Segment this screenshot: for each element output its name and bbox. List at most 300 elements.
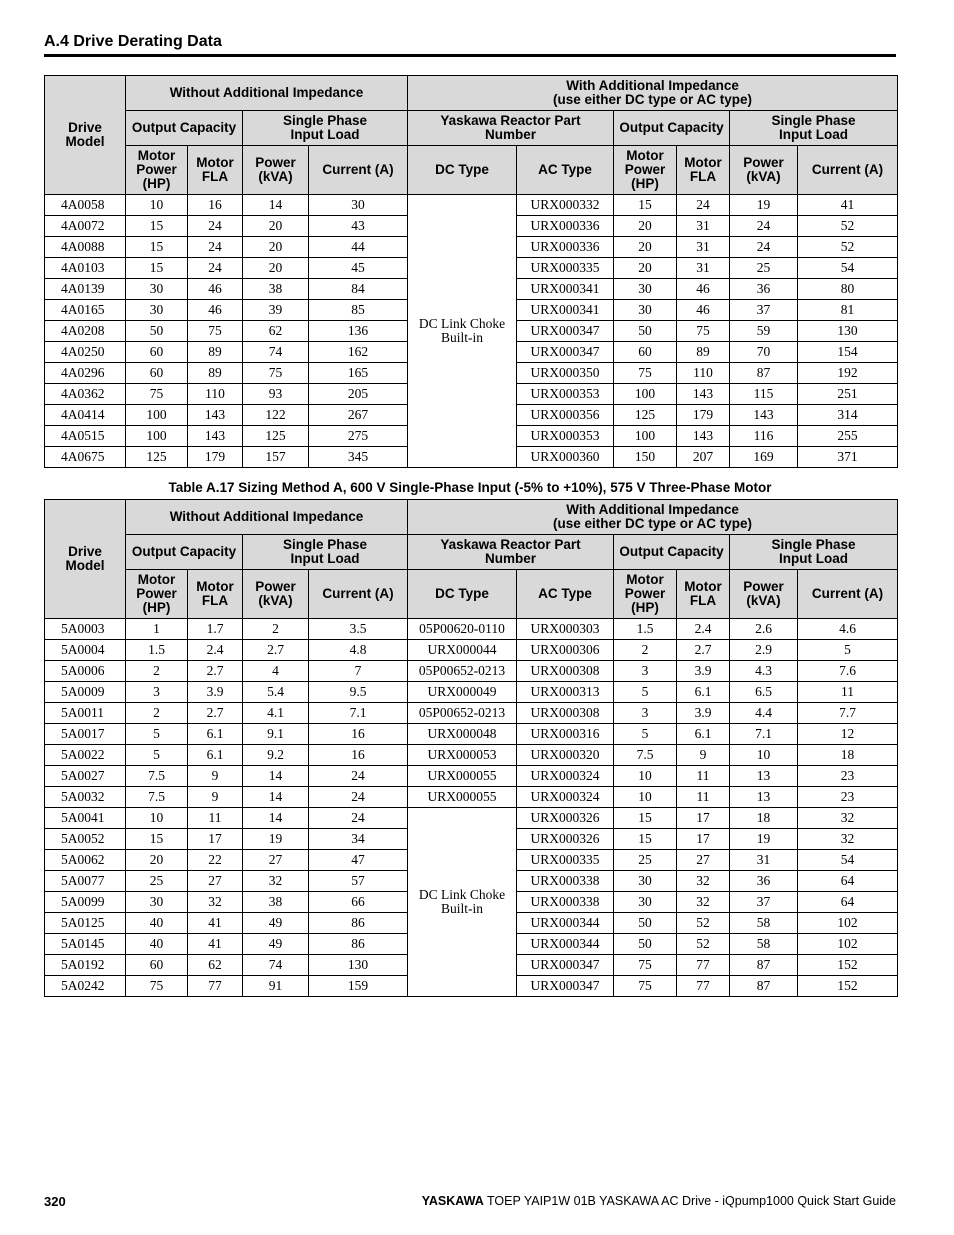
cell-ac-type: URX000341	[517, 279, 614, 300]
cell-power-kva-with: 37	[730, 892, 798, 913]
header-motor-fla: Motor FLA	[188, 570, 243, 619]
cell-drive-model: 4A0250	[45, 342, 126, 363]
dc-link-choke-cell: DC Link Choke Built-in	[408, 808, 517, 997]
cell-power-kva: 38	[243, 892, 309, 913]
header-ac-type: AC Type	[517, 570, 614, 619]
cell-drive-model: 4A0208	[45, 321, 126, 342]
cell-current-with: 371	[798, 447, 898, 468]
cell-current-with: 152	[798, 976, 898, 997]
cell-current: 130	[309, 955, 408, 976]
cell-motor-power: 15	[126, 216, 188, 237]
cell-motor-fla-with: 17	[677, 829, 730, 850]
cell-power-kva: 75	[243, 363, 309, 384]
cell-motor-fla: 46	[188, 300, 243, 321]
cell-motor-power-with: 20	[614, 237, 677, 258]
cell-power-kva: 20	[243, 258, 309, 279]
cell-power-kva: 32	[243, 871, 309, 892]
cell-motor-power-with: 30	[614, 279, 677, 300]
cell-current: 136	[309, 321, 408, 342]
cell-motor-power-with: 125	[614, 405, 677, 426]
cell-drive-model: 5A0022	[45, 745, 126, 766]
header-motor-power: Motor Power (HP)	[614, 146, 677, 195]
cell-current: 24	[309, 787, 408, 808]
cell-motor-fla: 179	[188, 447, 243, 468]
table-row	[45, 745, 898, 766]
header-single-phase: Single Phase Input Load	[243, 535, 408, 570]
cell-power-kva: 62	[243, 321, 309, 342]
cell-ac-type: URX000341	[517, 300, 614, 321]
cell-ac-type: URX000326	[517, 829, 614, 850]
cell-current-with: 41	[798, 195, 898, 216]
cell-motor-power: 30	[126, 279, 188, 300]
cell-power-kva-with: 19	[730, 829, 798, 850]
cell-motor-power: 10	[126, 808, 188, 829]
cell-power-kva: 125	[243, 426, 309, 447]
cell-dc-type: URX000049	[408, 682, 517, 703]
cell-current: 66	[309, 892, 408, 913]
header-power-kva: Power (kVA)	[730, 570, 798, 619]
header-with-impedance: With Additional Impedance (use either DC type or AC type)	[408, 76, 898, 111]
cell-motor-fla: 32	[188, 892, 243, 913]
cell-drive-model: 5A0242	[45, 976, 126, 997]
cell-power-kva-with: 36	[730, 279, 798, 300]
cell-ac-type: URX000344	[517, 934, 614, 955]
cell-current-with: 255	[798, 426, 898, 447]
cell-motor-power: 60	[126, 955, 188, 976]
cell-current-with: 52	[798, 237, 898, 258]
cell-motor-power-with: 100	[614, 384, 677, 405]
cell-ac-type: URX000316	[517, 724, 614, 745]
cell-current: 24	[309, 808, 408, 829]
cell-current: 45	[309, 258, 408, 279]
cell-current: 9.5	[309, 682, 408, 703]
cell-power-kva-with: 116	[730, 426, 798, 447]
cell-drive-model: 5A0062	[45, 850, 126, 871]
cell-power-kva-with: 13	[730, 787, 798, 808]
table-caption: Table A.17 Sizing Method A, 600 V Single-Phase Input (-5% to +10%), 575 V Three-Phase Motor	[168, 480, 772, 495]
cell-motor-fla-with: 52	[677, 913, 730, 934]
cell-motor-fla: 27	[188, 871, 243, 892]
cell-current: 4.8	[309, 640, 408, 661]
cell-power-kva-with: 169	[730, 447, 798, 468]
cell-motor-fla-with: 27	[677, 850, 730, 871]
cell-ac-type: URX000332	[517, 195, 614, 216]
cell-drive-model: 5A0041	[45, 808, 126, 829]
cell-motor-power-with: 15	[614, 808, 677, 829]
cell-current: 16	[309, 724, 408, 745]
cell-power-kva-with: 87	[730, 363, 798, 384]
cell-current-with: 18	[798, 745, 898, 766]
table-row	[45, 724, 898, 745]
header-current: Current (A)	[798, 570, 898, 619]
cell-power-kva: 14	[243, 195, 309, 216]
cell-current-with: 11	[798, 682, 898, 703]
cell-motor-power-with: 75	[614, 976, 677, 997]
cell-ac-type: URX000308	[517, 661, 614, 682]
table-row	[45, 703, 898, 724]
cell-current-with: 64	[798, 892, 898, 913]
cell-motor-power-with: 75	[614, 955, 677, 976]
cell-motor-fla-with: 24	[677, 195, 730, 216]
cell-current-with: 314	[798, 405, 898, 426]
cell-motor-fla-with: 179	[677, 405, 730, 426]
cell-motor-fla: 24	[188, 237, 243, 258]
cell-power-kva-with: 58	[730, 913, 798, 934]
cell-current-with: 7.6	[798, 661, 898, 682]
cell-motor-power: 7.5	[126, 766, 188, 787]
cell-motor-fla-with: 143	[677, 384, 730, 405]
cell-current-with: 32	[798, 829, 898, 850]
cell-motor-power: 75	[126, 976, 188, 997]
cell-drive-model: 5A0099	[45, 892, 126, 913]
cell-motor-fla: 2.4	[188, 640, 243, 661]
cell-drive-model: 5A0027	[45, 766, 126, 787]
table-row	[45, 766, 898, 787]
cell-ac-type: URX000347	[517, 955, 614, 976]
cell-drive-model: 5A0192	[45, 955, 126, 976]
cell-power-kva: 49	[243, 934, 309, 955]
table-row	[45, 787, 898, 808]
cell-current: 7.1	[309, 703, 408, 724]
cell-power-kva: 19	[243, 829, 309, 850]
header-output-capacity: Output Capacity	[614, 535, 730, 570]
cell-drive-model: 4A0414	[45, 405, 126, 426]
cell-current: 16	[309, 745, 408, 766]
cell-motor-fla-with: 89	[677, 342, 730, 363]
cell-motor-fla-with: 46	[677, 300, 730, 321]
cell-motor-fla: 143	[188, 426, 243, 447]
cell-power-kva: 122	[243, 405, 309, 426]
header-without-impedance: Without Additional Impedance	[126, 500, 408, 535]
cell-motor-power-with: 3	[614, 661, 677, 682]
cell-motor-power: 10	[126, 195, 188, 216]
table-row	[45, 619, 898, 640]
cell-motor-fla: 89	[188, 342, 243, 363]
cell-motor-power: 60	[126, 363, 188, 384]
cell-motor-fla: 77	[188, 976, 243, 997]
table-row	[45, 195, 898, 216]
cell-power-kva-with: 115	[730, 384, 798, 405]
cell-power-kva-with: 24	[730, 216, 798, 237]
header-motor-fla: Motor FLA	[677, 146, 730, 195]
cell-current: 275	[309, 426, 408, 447]
cell-power-kva-with: 59	[730, 321, 798, 342]
cell-motor-fla: 22	[188, 850, 243, 871]
cell-current-with: 4.6	[798, 619, 898, 640]
cell-power-kva: 91	[243, 976, 309, 997]
cell-motor-power: 75	[126, 384, 188, 405]
cell-motor-fla: 110	[188, 384, 243, 405]
cell-current-with: 64	[798, 871, 898, 892]
header-current: Current (A)	[309, 146, 408, 195]
cell-motor-power-with: 15	[614, 829, 677, 850]
cell-power-kva: 38	[243, 279, 309, 300]
cell-current-with: 152	[798, 955, 898, 976]
cell-motor-power: 25	[126, 871, 188, 892]
cell-drive-model: 4A0296	[45, 363, 126, 384]
cell-power-kva-with: 10	[730, 745, 798, 766]
cell-motor-fla: 41	[188, 934, 243, 955]
cell-power-kva: 157	[243, 447, 309, 468]
cell-current-with: 130	[798, 321, 898, 342]
header-drive-model: Drive Model	[45, 500, 126, 619]
header-reactor-part: Yaskawa Reactor Part Number	[408, 535, 614, 570]
cell-motor-power-with: 20	[614, 216, 677, 237]
header-power-kva: Power (kVA)	[243, 570, 309, 619]
cell-power-kva-with: 18	[730, 808, 798, 829]
cell-dc-type: URX000044	[408, 640, 517, 661]
cell-motor-fla: 9	[188, 766, 243, 787]
cell-motor-power: 30	[126, 892, 188, 913]
header-power-kva: Power (kVA)	[730, 146, 798, 195]
cell-current: 85	[309, 300, 408, 321]
cell-motor-fla-with: 52	[677, 934, 730, 955]
cell-current-with: 102	[798, 913, 898, 934]
cell-motor-fla: 75	[188, 321, 243, 342]
cell-ac-type: URX000338	[517, 871, 614, 892]
cell-motor-fla: 46	[188, 279, 243, 300]
cell-drive-model: 5A0145	[45, 934, 126, 955]
cell-motor-power: 3	[126, 682, 188, 703]
cell-ac-type: URX000336	[517, 237, 614, 258]
cell-current: 47	[309, 850, 408, 871]
cell-motor-fla-with: 143	[677, 426, 730, 447]
cell-motor-power-with: 1.5	[614, 619, 677, 640]
cell-motor-power: 15	[126, 258, 188, 279]
cell-current: 57	[309, 871, 408, 892]
footer-document-title	[422, 1194, 896, 1208]
cell-ac-type: URX000335	[517, 258, 614, 279]
cell-motor-power-with: 30	[614, 892, 677, 913]
cell-current-with: 192	[798, 363, 898, 384]
cell-current-with: 54	[798, 258, 898, 279]
cell-dc-type: URX000055	[408, 766, 517, 787]
cell-power-kva: 5.4	[243, 682, 309, 703]
cell-power-kva-with: 6.5	[730, 682, 798, 703]
header-motor-power: Motor Power (HP)	[126, 570, 188, 619]
table-row	[45, 640, 898, 661]
cell-drive-model: 4A0058	[45, 195, 126, 216]
cell-motor-power-with: 100	[614, 426, 677, 447]
cell-ac-type: URX000320	[517, 745, 614, 766]
cell-power-kva: 49	[243, 913, 309, 934]
cell-motor-fla-with: 6.1	[677, 724, 730, 745]
cell-drive-model: 4A0362	[45, 384, 126, 405]
cell-motor-power-with: 15	[614, 195, 677, 216]
cell-current: 86	[309, 913, 408, 934]
cell-current: 267	[309, 405, 408, 426]
footer-brand: YASKAWA	[421, 1194, 484, 1208]
table-row	[45, 808, 898, 829]
cell-motor-fla-with: 31	[677, 216, 730, 237]
cell-motor-power: 2	[126, 661, 188, 682]
table-row	[45, 682, 898, 703]
cell-current-with: 102	[798, 934, 898, 955]
cell-motor-fla-with: 2.4	[677, 619, 730, 640]
cell-ac-type: URX000347	[517, 321, 614, 342]
cell-ac-type: URX000306	[517, 640, 614, 661]
cell-power-kva: 93	[243, 384, 309, 405]
cell-motor-power: 15	[126, 237, 188, 258]
cell-power-kva-with: 58	[730, 934, 798, 955]
header-dc-type: DC Type	[408, 146, 517, 195]
header-single-phase: Single Phase Input Load	[730, 535, 898, 570]
cell-motor-power: 40	[126, 913, 188, 934]
cell-motor-power-with: 10	[614, 766, 677, 787]
cell-dc-type: 05P00652-0213	[408, 703, 517, 724]
cell-motor-fla-with: 31	[677, 237, 730, 258]
cell-motor-power: 100	[126, 405, 188, 426]
cell-motor-fla-with: 6.1	[677, 682, 730, 703]
cell-drive-model: 4A0515	[45, 426, 126, 447]
cell-power-kva: 20	[243, 237, 309, 258]
cell-motor-power: 5	[126, 724, 188, 745]
cell-current: 34	[309, 829, 408, 850]
cell-motor-fla-with: 31	[677, 258, 730, 279]
cell-motor-fla-with: 32	[677, 892, 730, 913]
cell-current: 24	[309, 766, 408, 787]
cell-drive-model: 4A0072	[45, 216, 126, 237]
cell-motor-power-with: 30	[614, 300, 677, 321]
cell-ac-type: URX000324	[517, 787, 614, 808]
header-motor-power: Motor Power (HP)	[126, 146, 188, 195]
cell-current-with: 251	[798, 384, 898, 405]
cell-current-with: 81	[798, 300, 898, 321]
cell-motor-fla-with: 9	[677, 745, 730, 766]
cell-drive-model: 5A0052	[45, 829, 126, 850]
cell-motor-power: 100	[126, 426, 188, 447]
cell-drive-model: 5A0011	[45, 703, 126, 724]
cell-power-kva-with: 87	[730, 955, 798, 976]
cell-current: 162	[309, 342, 408, 363]
cell-ac-type: URX000356	[517, 405, 614, 426]
cell-power-kva: 14	[243, 808, 309, 829]
cell-motor-power: 125	[126, 447, 188, 468]
cell-drive-model: 5A0077	[45, 871, 126, 892]
dc-link-choke-cell: DC Link Choke Built-in	[408, 195, 517, 468]
cell-power-kva: 4.1	[243, 703, 309, 724]
cell-ac-type: URX000347	[517, 976, 614, 997]
cell-power-kva: 74	[243, 955, 309, 976]
cell-drive-model: 5A0006	[45, 661, 126, 682]
cell-motor-fla: 41	[188, 913, 243, 934]
cell-motor-fla-with: 3.9	[677, 661, 730, 682]
cell-current: 44	[309, 237, 408, 258]
cell-motor-fla-with: 207	[677, 447, 730, 468]
cell-dc-type: URX000053	[408, 745, 517, 766]
header-with-impedance: With Additional Impedance (use either DC type or AC type)	[408, 500, 898, 535]
cell-power-kva: 39	[243, 300, 309, 321]
cell-motor-power-with: 3	[614, 703, 677, 724]
header-single-phase: Single Phase Input Load	[243, 111, 408, 146]
header-motor-power: Motor Power (HP)	[614, 570, 677, 619]
cell-motor-power: 20	[126, 850, 188, 871]
cell-motor-power: 60	[126, 342, 188, 363]
header-output-capacity: Output Capacity	[614, 111, 730, 146]
cell-current-with: 52	[798, 216, 898, 237]
cell-current: 205	[309, 384, 408, 405]
cell-motor-power-with: 75	[614, 363, 677, 384]
cell-motor-fla: 17	[188, 829, 243, 850]
page-number: 320	[44, 1194, 66, 1209]
header-current: Current (A)	[309, 570, 408, 619]
cell-current-with: 54	[798, 850, 898, 871]
cell-power-kva: 74	[243, 342, 309, 363]
cell-motor-fla-with: 32	[677, 871, 730, 892]
cell-drive-model: 5A0009	[45, 682, 126, 703]
cell-ac-type: URX000324	[517, 766, 614, 787]
cell-motor-power: 5	[126, 745, 188, 766]
cell-motor-power-with: 10	[614, 787, 677, 808]
cell-motor-fla-with: 77	[677, 955, 730, 976]
cell-motor-power-with: 30	[614, 871, 677, 892]
cell-power-kva: 9.1	[243, 724, 309, 745]
cell-power-kva: 27	[243, 850, 309, 871]
cell-motor-fla: 9	[188, 787, 243, 808]
header-motor-fla: Motor FLA	[677, 570, 730, 619]
header-without-impedance: Without Additional Impedance	[126, 76, 408, 111]
cell-motor-fla: 2.7	[188, 703, 243, 724]
cell-dc-type: URX000048	[408, 724, 517, 745]
header-output-capacity: Output Capacity	[126, 111, 243, 146]
cell-current-with: 154	[798, 342, 898, 363]
cell-motor-fla: 3.9	[188, 682, 243, 703]
cell-power-kva: 14	[243, 766, 309, 787]
cell-drive-model: 4A0103	[45, 258, 126, 279]
cell-ac-type: URX000360	[517, 447, 614, 468]
cell-motor-fla: 16	[188, 195, 243, 216]
header-output-capacity: Output Capacity	[126, 535, 243, 570]
footer-doc-text: TOEP YAIP1W 01B YASKAWA AC Drive - iQpump1000 Quick Start Guide	[483, 1194, 896, 1208]
table-row	[45, 661, 898, 682]
cell-ac-type: URX000353	[517, 384, 614, 405]
cell-power-kva: 14	[243, 787, 309, 808]
header-dc-type: DC Type	[408, 570, 517, 619]
cell-dc-type: 05P00652-0213	[408, 661, 517, 682]
cell-motor-power: 40	[126, 934, 188, 955]
cell-motor-power: 15	[126, 829, 188, 850]
cell-current: 159	[309, 976, 408, 997]
header-single-phase: Single Phase Input Load	[730, 111, 898, 146]
cell-ac-type: URX000347	[517, 342, 614, 363]
cell-ac-type: URX000335	[517, 850, 614, 871]
cell-current-with: 23	[798, 787, 898, 808]
cell-power-kva-with: 31	[730, 850, 798, 871]
cell-motor-fla-with: 75	[677, 321, 730, 342]
cell-motor-fla: 6.1	[188, 745, 243, 766]
cell-ac-type: URX000303	[517, 619, 614, 640]
cell-motor-fla: 89	[188, 363, 243, 384]
cell-drive-model: 4A0165	[45, 300, 126, 321]
cell-motor-power-with: 5	[614, 724, 677, 745]
cell-current: 43	[309, 216, 408, 237]
cell-ac-type: URX000344	[517, 913, 614, 934]
cell-current-with: 7.7	[798, 703, 898, 724]
cell-ac-type: URX000338	[517, 892, 614, 913]
cell-motor-fla: 2.7	[188, 661, 243, 682]
cell-motor-fla: 6.1	[188, 724, 243, 745]
cell-current: 345	[309, 447, 408, 468]
cell-power-kva-with: 70	[730, 342, 798, 363]
cell-ac-type: URX000350	[517, 363, 614, 384]
cell-power-kva: 20	[243, 216, 309, 237]
cell-drive-model: 5A0032	[45, 787, 126, 808]
cell-motor-fla: 1.7	[188, 619, 243, 640]
cell-motor-fla: 24	[188, 216, 243, 237]
cell-power-kva-with: 36	[730, 871, 798, 892]
cell-motor-power-with: 150	[614, 447, 677, 468]
cell-ac-type: URX000313	[517, 682, 614, 703]
